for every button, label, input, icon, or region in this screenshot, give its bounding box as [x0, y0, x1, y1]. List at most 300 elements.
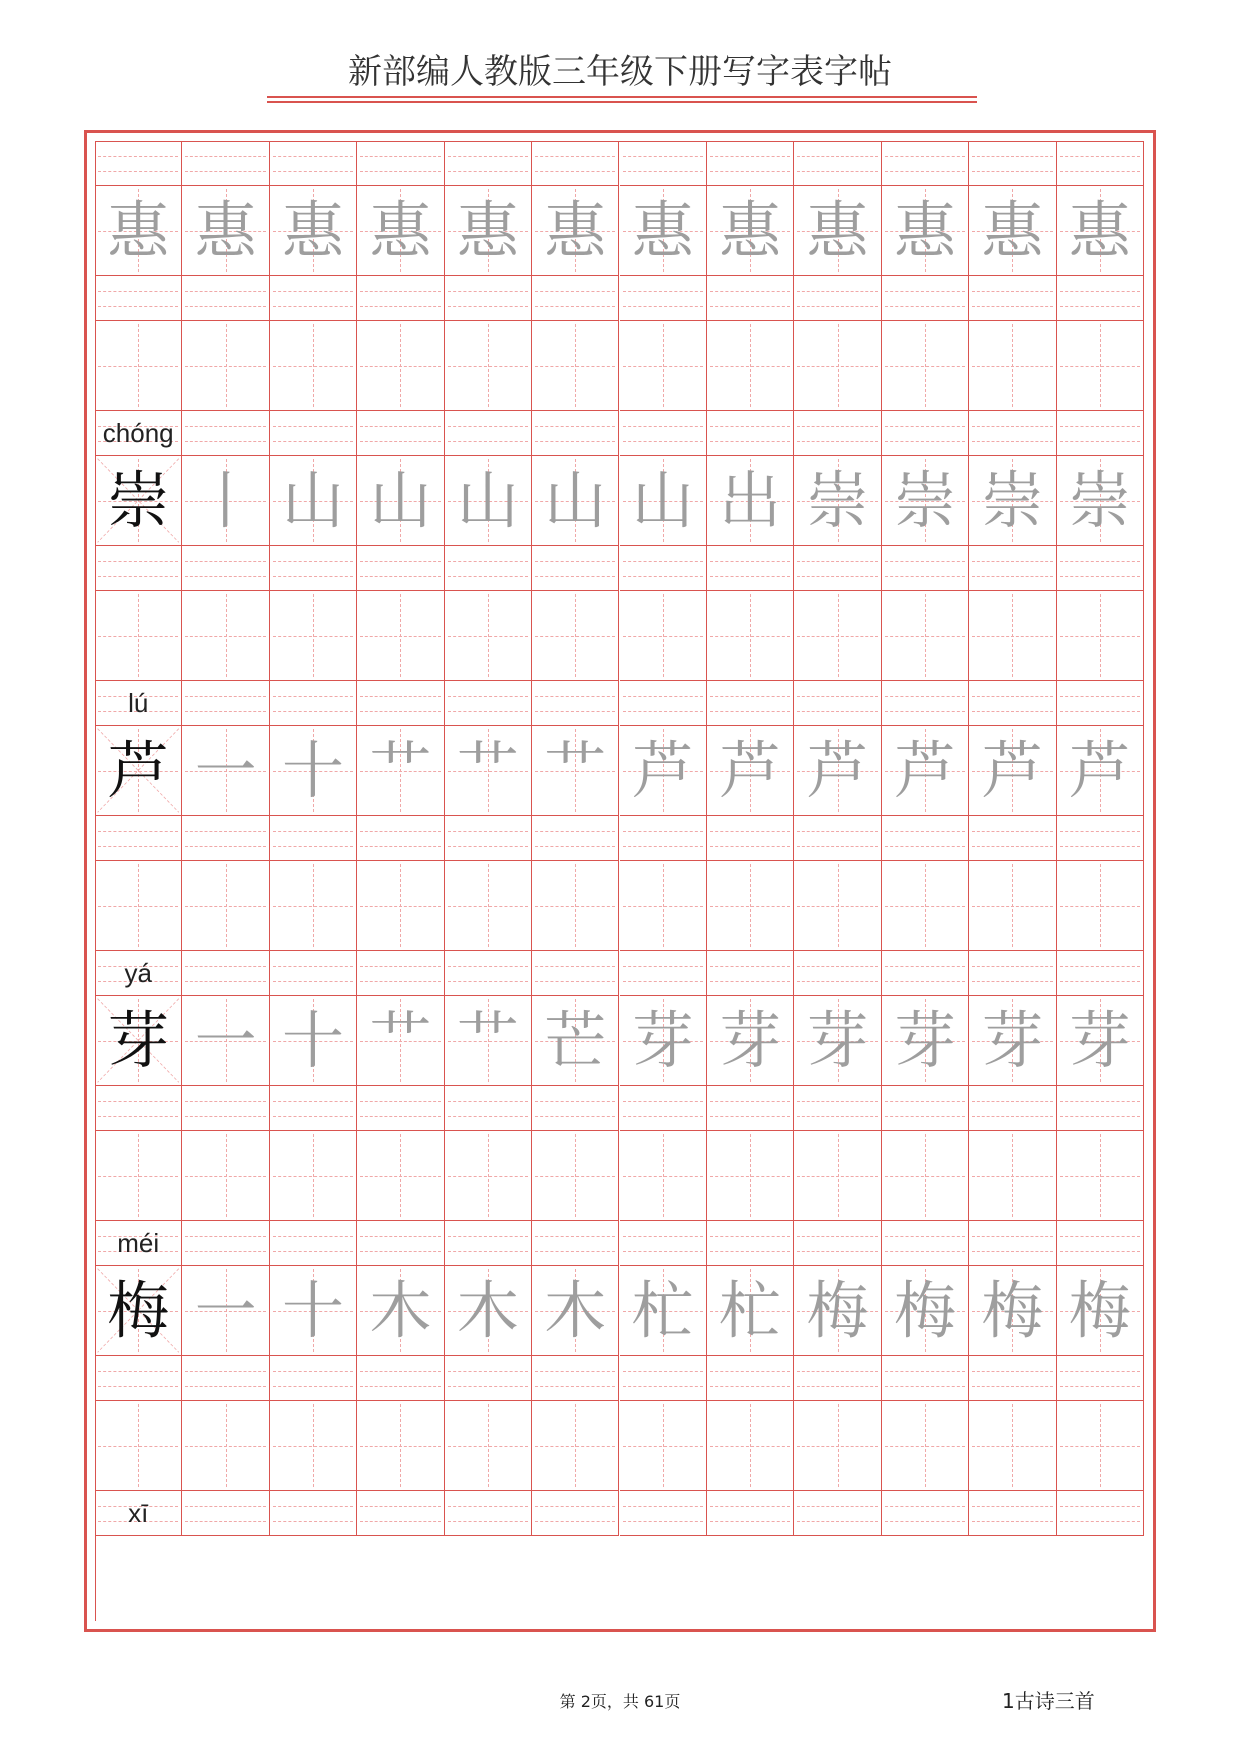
pinyin-cell: [532, 951, 619, 996]
stroke-order-step: 惠: [107, 193, 170, 267]
stroke-order-step: 惠: [456, 193, 519, 267]
pinyin-text: chóng: [102, 417, 174, 448]
pinyin-cell: [969, 141, 1056, 186]
pinyin-cell: [445, 1221, 532, 1266]
pinyin-cell: [1057, 951, 1144, 996]
pinyin-cell: [445, 1491, 532, 1536]
practice-cell[interactable]: [270, 1131, 357, 1221]
model-character: 芦: [107, 733, 170, 807]
tianzi-cell: [445, 1266, 532, 1356]
tianzi-cell: [532, 456, 619, 546]
pinyin-cell: [532, 1491, 619, 1536]
pinyin-cell: [532, 1086, 619, 1131]
pinyin-cell: [270, 1221, 357, 1266]
pinyin-cell: [620, 1356, 707, 1401]
tianzi-cell: [532, 186, 619, 276]
pinyin-cell: [270, 816, 357, 861]
pinyin-cell: [620, 816, 707, 861]
pinyin-cell: [95, 951, 182, 996]
pinyin-cell: [95, 1491, 182, 1536]
stroke-order-step: 崇: [1068, 463, 1131, 537]
tianzi-cell: [969, 726, 1056, 816]
stroke-order-step: 芒: [544, 1003, 607, 1077]
stroke-order-step: 十: [282, 733, 345, 807]
pinyin-cell: [882, 1086, 969, 1131]
practice-cell[interactable]: [620, 1401, 707, 1491]
pinyin-cell: [95, 276, 182, 321]
tianzi-cell: [620, 726, 707, 816]
tianzi-cell: [794, 726, 881, 816]
pinyin-cell: [882, 816, 969, 861]
pinyin-cell: [794, 681, 881, 726]
pinyin-cell: [532, 276, 619, 321]
practice-cell[interactable]: [445, 321, 532, 411]
stroke-order-step: 惠: [194, 193, 257, 267]
pinyin-cell: [969, 1221, 1056, 1266]
tianzi-cell: [95, 456, 182, 546]
tianzi-cell: [445, 996, 532, 1086]
tianzi-cell: [532, 726, 619, 816]
pinyin-cell: [445, 681, 532, 726]
pinyin-cell: [532, 681, 619, 726]
practice-cell[interactable]: [532, 1131, 619, 1221]
tianzi-cell: [707, 456, 794, 546]
practice-cell[interactable]: [532, 321, 619, 411]
stroke-order-step: 惠: [631, 193, 694, 267]
tianzi-cell: [707, 186, 794, 276]
pinyin-cell: [182, 546, 269, 591]
pinyin-cell: [445, 276, 532, 321]
pinyin-cell: [969, 951, 1056, 996]
stroke-order-step: 芽: [981, 1003, 1044, 1077]
pinyin-cell: [182, 141, 269, 186]
stroke-order-step: 十: [282, 1273, 345, 1347]
pinyin-cell: [532, 411, 619, 456]
stroke-order-step: 梅: [806, 1273, 869, 1347]
tianzi-cell: [270, 996, 357, 1086]
tianzi-cell: [882, 186, 969, 276]
model-character: 梅: [107, 1273, 170, 1347]
practice-cell[interactable]: [357, 591, 444, 681]
stroke-order-step: 杧: [719, 1273, 782, 1347]
pinyin-cell: [270, 276, 357, 321]
stroke-order-step: 崇: [893, 463, 956, 537]
practice-cell[interactable]: [707, 321, 794, 411]
pinyin-cell: [882, 276, 969, 321]
practice-cell[interactable]: [182, 1401, 269, 1491]
practice-cell[interactable]: [969, 1131, 1056, 1221]
pinyin-text: méi: [117, 1227, 160, 1258]
tianzi-cell: [95, 726, 182, 816]
pinyin-cell: [95, 1356, 182, 1401]
stroke-order-step: 山: [369, 463, 432, 537]
stroke-order-step: 芦: [806, 733, 869, 807]
tianzi-cell: [1057, 726, 1144, 816]
practice-cell[interactable]: [270, 321, 357, 411]
pinyin-cell: [707, 546, 794, 591]
stroke-order-step: 出: [719, 463, 782, 537]
practice-cell[interactable]: [882, 861, 969, 951]
pinyin-cell: [794, 816, 881, 861]
pinyin-cell: [707, 816, 794, 861]
tianzi-cell: [794, 996, 881, 1086]
tianzi-cell: [357, 996, 444, 1086]
stroke-order-step: 芽: [806, 1003, 869, 1077]
stroke-order-step: 木: [369, 1273, 432, 1347]
pinyin-cell: [794, 1356, 881, 1401]
tianzi-cell: [882, 726, 969, 816]
pinyin-cell: [794, 276, 881, 321]
practice-cell[interactable]: [620, 861, 707, 951]
pinyin-cell: [620, 681, 707, 726]
pinyin-text: lú: [128, 687, 149, 718]
tianzi-cell: [532, 1266, 619, 1356]
stroke-order-step: 惠: [981, 193, 1044, 267]
pinyin-cell: [707, 1356, 794, 1401]
tianzi-cell: [969, 186, 1056, 276]
pinyin-cell: [357, 141, 444, 186]
practice-grid: [95, 141, 1144, 1621]
practice-cell[interactable]: [357, 1401, 444, 1491]
pinyin-cell: [357, 411, 444, 456]
pinyin-cell: [445, 1356, 532, 1401]
tianzi-cell: [882, 1266, 969, 1356]
pinyin-cell: [969, 681, 1056, 726]
stroke-order-step: 艹: [456, 1003, 519, 1077]
tianzi-cell: [1057, 186, 1144, 276]
practice-cell[interactable]: [532, 1401, 619, 1491]
practice-cell[interactable]: [445, 591, 532, 681]
pinyin-cell: [707, 951, 794, 996]
practice-cell[interactable]: [445, 861, 532, 951]
practice-cell[interactable]: [270, 1401, 357, 1491]
pinyin-cell: [182, 681, 269, 726]
stroke-order-step: 山: [456, 463, 519, 537]
tianzi-cell: [969, 456, 1056, 546]
pinyin-cell: [270, 681, 357, 726]
practice-cell[interactable]: [969, 861, 1056, 951]
tianzi-cell: [182, 186, 269, 276]
practice-cell[interactable]: [357, 321, 444, 411]
pinyin-cell: [969, 276, 1056, 321]
pinyin-cell: [794, 1221, 881, 1266]
pinyin-cell: [707, 1491, 794, 1536]
pinyin-cell: [707, 141, 794, 186]
pinyin-cell: [182, 1356, 269, 1401]
pinyin-cell: [1057, 276, 1144, 321]
tianzi-cell: [270, 726, 357, 816]
title-underline-bottom: [267, 101, 977, 103]
tianzi-cell: [182, 726, 269, 816]
pinyin-cell: [882, 681, 969, 726]
tianzi-cell: [182, 996, 269, 1086]
pinyin-cell: [182, 411, 269, 456]
tianzi-cell: [95, 1266, 182, 1356]
tianzi-cell: [532, 996, 619, 1086]
tianzi-cell: [357, 186, 444, 276]
practice-cell[interactable]: [707, 1131, 794, 1221]
stroke-order-step: 梅: [1068, 1273, 1131, 1347]
pinyin-cell: [532, 1221, 619, 1266]
practice-cell[interactable]: [95, 321, 182, 411]
stroke-order-step: 惠: [806, 193, 869, 267]
pinyin-cell: [1057, 1356, 1144, 1401]
pinyin-cell: [707, 1221, 794, 1266]
tianzi-cell: [794, 186, 881, 276]
pinyin-cell: [794, 951, 881, 996]
practice-cell[interactable]: [1057, 1401, 1144, 1491]
practice-cell[interactable]: [1057, 1131, 1144, 1221]
stroke-order-step: 山: [282, 463, 345, 537]
pinyin-cell: [707, 1086, 794, 1131]
practice-cell[interactable]: [1057, 591, 1144, 681]
pinyin-cell: [95, 1086, 182, 1131]
pinyin-cell: [270, 951, 357, 996]
pinyin-cell: [1057, 1221, 1144, 1266]
stroke-order-step: 十: [282, 1003, 345, 1077]
page-title: 新部编人教版三年级下册写字表字帖: [348, 52, 892, 92]
practice-cell[interactable]: [532, 591, 619, 681]
pinyin-cell: [357, 1491, 444, 1536]
practice-cell[interactable]: [532, 861, 619, 951]
tianzi-cell: [620, 456, 707, 546]
pinyin-cell: [270, 1086, 357, 1131]
tianzi-cell: [969, 996, 1056, 1086]
tianzi-cell: [445, 186, 532, 276]
stroke-order-step: 崇: [981, 463, 1044, 537]
pinyin-cell: [1057, 546, 1144, 591]
pinyin-cell: [1057, 816, 1144, 861]
pinyin-cell: [794, 1086, 881, 1131]
pinyin-cell: [95, 411, 182, 456]
tianzi-cell: [707, 1266, 794, 1356]
pinyin-cell: [95, 1221, 182, 1266]
practice-cell[interactable]: [182, 861, 269, 951]
pinyin-cell: [357, 546, 444, 591]
pinyin-cell: [182, 1221, 269, 1266]
pinyin-cell: [270, 141, 357, 186]
pinyin-cell: [620, 951, 707, 996]
stroke-order-step: 艹: [456, 733, 519, 807]
practice-cell[interactable]: [95, 1401, 182, 1491]
pinyin-cell: [882, 546, 969, 591]
stroke-order-step: 山: [631, 463, 694, 537]
tianzi-cell: [1057, 1266, 1144, 1356]
pinyin-cell: [532, 546, 619, 591]
pinyin-cell: [707, 411, 794, 456]
pinyin-cell: [620, 1221, 707, 1266]
practice-cell[interactable]: [882, 1401, 969, 1491]
practice-cell[interactable]: [1057, 321, 1144, 411]
tianzi-cell: [95, 186, 182, 276]
stroke-order-step: 芽: [893, 1003, 956, 1077]
pinyin-cell: [445, 1086, 532, 1131]
practice-cell[interactable]: [620, 591, 707, 681]
title-underline-top: [267, 96, 977, 98]
stroke-order-step: 惠: [282, 193, 345, 267]
pinyin-cell: [707, 276, 794, 321]
pinyin-cell: [620, 141, 707, 186]
stroke-order-step: 丨: [194, 463, 257, 537]
tianzi-cell: [1057, 996, 1144, 1086]
pinyin-cell: [794, 411, 881, 456]
pinyin-cell: [620, 546, 707, 591]
pinyin-cell: [445, 141, 532, 186]
practice-cell[interactable]: [969, 591, 1056, 681]
pinyin-cell: [1057, 411, 1144, 456]
tianzi-cell: [620, 1266, 707, 1356]
pinyin-cell: [270, 546, 357, 591]
pinyin-cell: [445, 546, 532, 591]
tianzi-cell: [794, 456, 881, 546]
stroke-order-step: 芽: [631, 1003, 694, 1077]
pinyin-cell: [969, 1491, 1056, 1536]
pinyin-cell: [1057, 1491, 1144, 1536]
stroke-order-step: 芦: [981, 733, 1044, 807]
tianzi-cell: [620, 996, 707, 1086]
pinyin-cell: [445, 816, 532, 861]
practice-cell[interactable]: [182, 321, 269, 411]
pinyin-cell: [270, 1356, 357, 1401]
pinyin-cell: [182, 816, 269, 861]
stroke-order-step: 惠: [369, 193, 432, 267]
practice-cell[interactable]: [95, 861, 182, 951]
tianzi-cell: [1057, 456, 1144, 546]
tianzi-cell: [270, 186, 357, 276]
practice-cell[interactable]: [620, 321, 707, 411]
practice-cell[interactable]: [270, 591, 357, 681]
pinyin-cell: [969, 816, 1056, 861]
tianzi-cell: [882, 996, 969, 1086]
page-number: 第 2页，共 61页: [559, 1692, 681, 1711]
practice-cell[interactable]: [969, 321, 1056, 411]
practice-cell[interactable]: [794, 1401, 881, 1491]
practice-cell[interactable]: [794, 321, 881, 411]
tianzi-cell: [707, 726, 794, 816]
stroke-order-step: 芽: [1068, 1003, 1131, 1077]
tianzi-cell: [794, 1266, 881, 1356]
stroke-order-step: 艹: [369, 1003, 432, 1077]
stroke-order-step: 艹: [369, 733, 432, 807]
tianzi-cell: [357, 726, 444, 816]
pinyin-cell: [445, 411, 532, 456]
practice-cell[interactable]: [707, 861, 794, 951]
practice-cell[interactable]: [1057, 861, 1144, 951]
practice-cell[interactable]: [620, 1131, 707, 1221]
pinyin-cell: [182, 276, 269, 321]
pinyin-cell: [357, 1221, 444, 1266]
pinyin-cell: [969, 546, 1056, 591]
practice-cell[interactable]: [707, 591, 794, 681]
practice-cell[interactable]: [882, 1131, 969, 1221]
stroke-order-step: 木: [456, 1273, 519, 1347]
pinyin-cell: [532, 816, 619, 861]
stroke-order-step: 惠: [1068, 193, 1131, 267]
pinyin-cell: [445, 951, 532, 996]
pinyin-cell: [1057, 681, 1144, 726]
pinyin-cell: [620, 411, 707, 456]
pinyin-cell: [882, 141, 969, 186]
pinyin-cell: [357, 681, 444, 726]
stroke-order-step: 芦: [719, 733, 782, 807]
stroke-order-step: 梅: [981, 1273, 1044, 1347]
stroke-order-step: 艹: [544, 733, 607, 807]
tianzi-cell: [707, 996, 794, 1086]
practice-cell[interactable]: [969, 1401, 1056, 1491]
stroke-order-step: 芽: [719, 1003, 782, 1077]
stroke-order-step: 一: [194, 733, 257, 807]
practice-cell[interactable]: [882, 591, 969, 681]
practice-cell[interactable]: [707, 1401, 794, 1491]
practice-cell[interactable]: [445, 1401, 532, 1491]
practice-cell[interactable]: [270, 861, 357, 951]
pinyin-cell: [357, 816, 444, 861]
practice-cell[interactable]: [95, 591, 182, 681]
stroke-order-step: 一: [194, 1273, 257, 1347]
practice-cell[interactable]: [794, 861, 881, 951]
model-character: 崇: [107, 463, 170, 537]
pinyin-cell: [794, 141, 881, 186]
tianzi-cell: [182, 456, 269, 546]
tianzi-cell: [270, 456, 357, 546]
pinyin-cell: [182, 1086, 269, 1131]
pinyin-cell: [707, 681, 794, 726]
practice-cell[interactable]: [182, 591, 269, 681]
pinyin-cell: [532, 1356, 619, 1401]
pinyin-cell: [794, 546, 881, 591]
pinyin-cell: [357, 951, 444, 996]
pinyin-cell: [882, 1221, 969, 1266]
stroke-order-step: 芦: [1068, 733, 1131, 807]
practice-cell[interactable]: [357, 861, 444, 951]
pinyin-text: xī: [128, 1497, 149, 1528]
pinyin-cell: [357, 276, 444, 321]
practice-cell[interactable]: [95, 1131, 182, 1221]
pinyin-cell: [532, 141, 619, 186]
practice-cell[interactable]: [794, 591, 881, 681]
pinyin-cell: [182, 951, 269, 996]
stroke-order-step: 惠: [893, 193, 956, 267]
pinyin-cell: [620, 1086, 707, 1131]
practice-cell[interactable]: [882, 321, 969, 411]
pinyin-cell: [969, 1086, 1056, 1131]
practice-cell[interactable]: [794, 1131, 881, 1221]
pinyin-cell: [882, 1356, 969, 1401]
tianzi-cell: [882, 456, 969, 546]
pinyin-cell: [1057, 141, 1144, 186]
practice-cell[interactable]: [445, 1131, 532, 1221]
lesson-label: 1古诗三首: [1002, 1689, 1095, 1713]
pinyin-cell: [1057, 1086, 1144, 1131]
tianzi-cell: [95, 996, 182, 1086]
practice-cell[interactable]: [357, 1131, 444, 1221]
pinyin-cell: [270, 411, 357, 456]
stroke-order-step: 芦: [631, 733, 694, 807]
pinyin-cell: [95, 546, 182, 591]
stroke-order-step: 惠: [719, 193, 782, 267]
pinyin-cell: [794, 1491, 881, 1536]
tianzi-cell: [357, 1266, 444, 1356]
practice-cell[interactable]: [182, 1131, 269, 1221]
tianzi-cell: [969, 1266, 1056, 1356]
pinyin-cell: [882, 1491, 969, 1536]
pinyin-cell: [882, 411, 969, 456]
stroke-order-step: 芦: [893, 733, 956, 807]
stroke-order-step: 惠: [544, 193, 607, 267]
pinyin-cell: [357, 1356, 444, 1401]
pinyin-cell: [969, 411, 1056, 456]
tianzi-cell: [182, 1266, 269, 1356]
